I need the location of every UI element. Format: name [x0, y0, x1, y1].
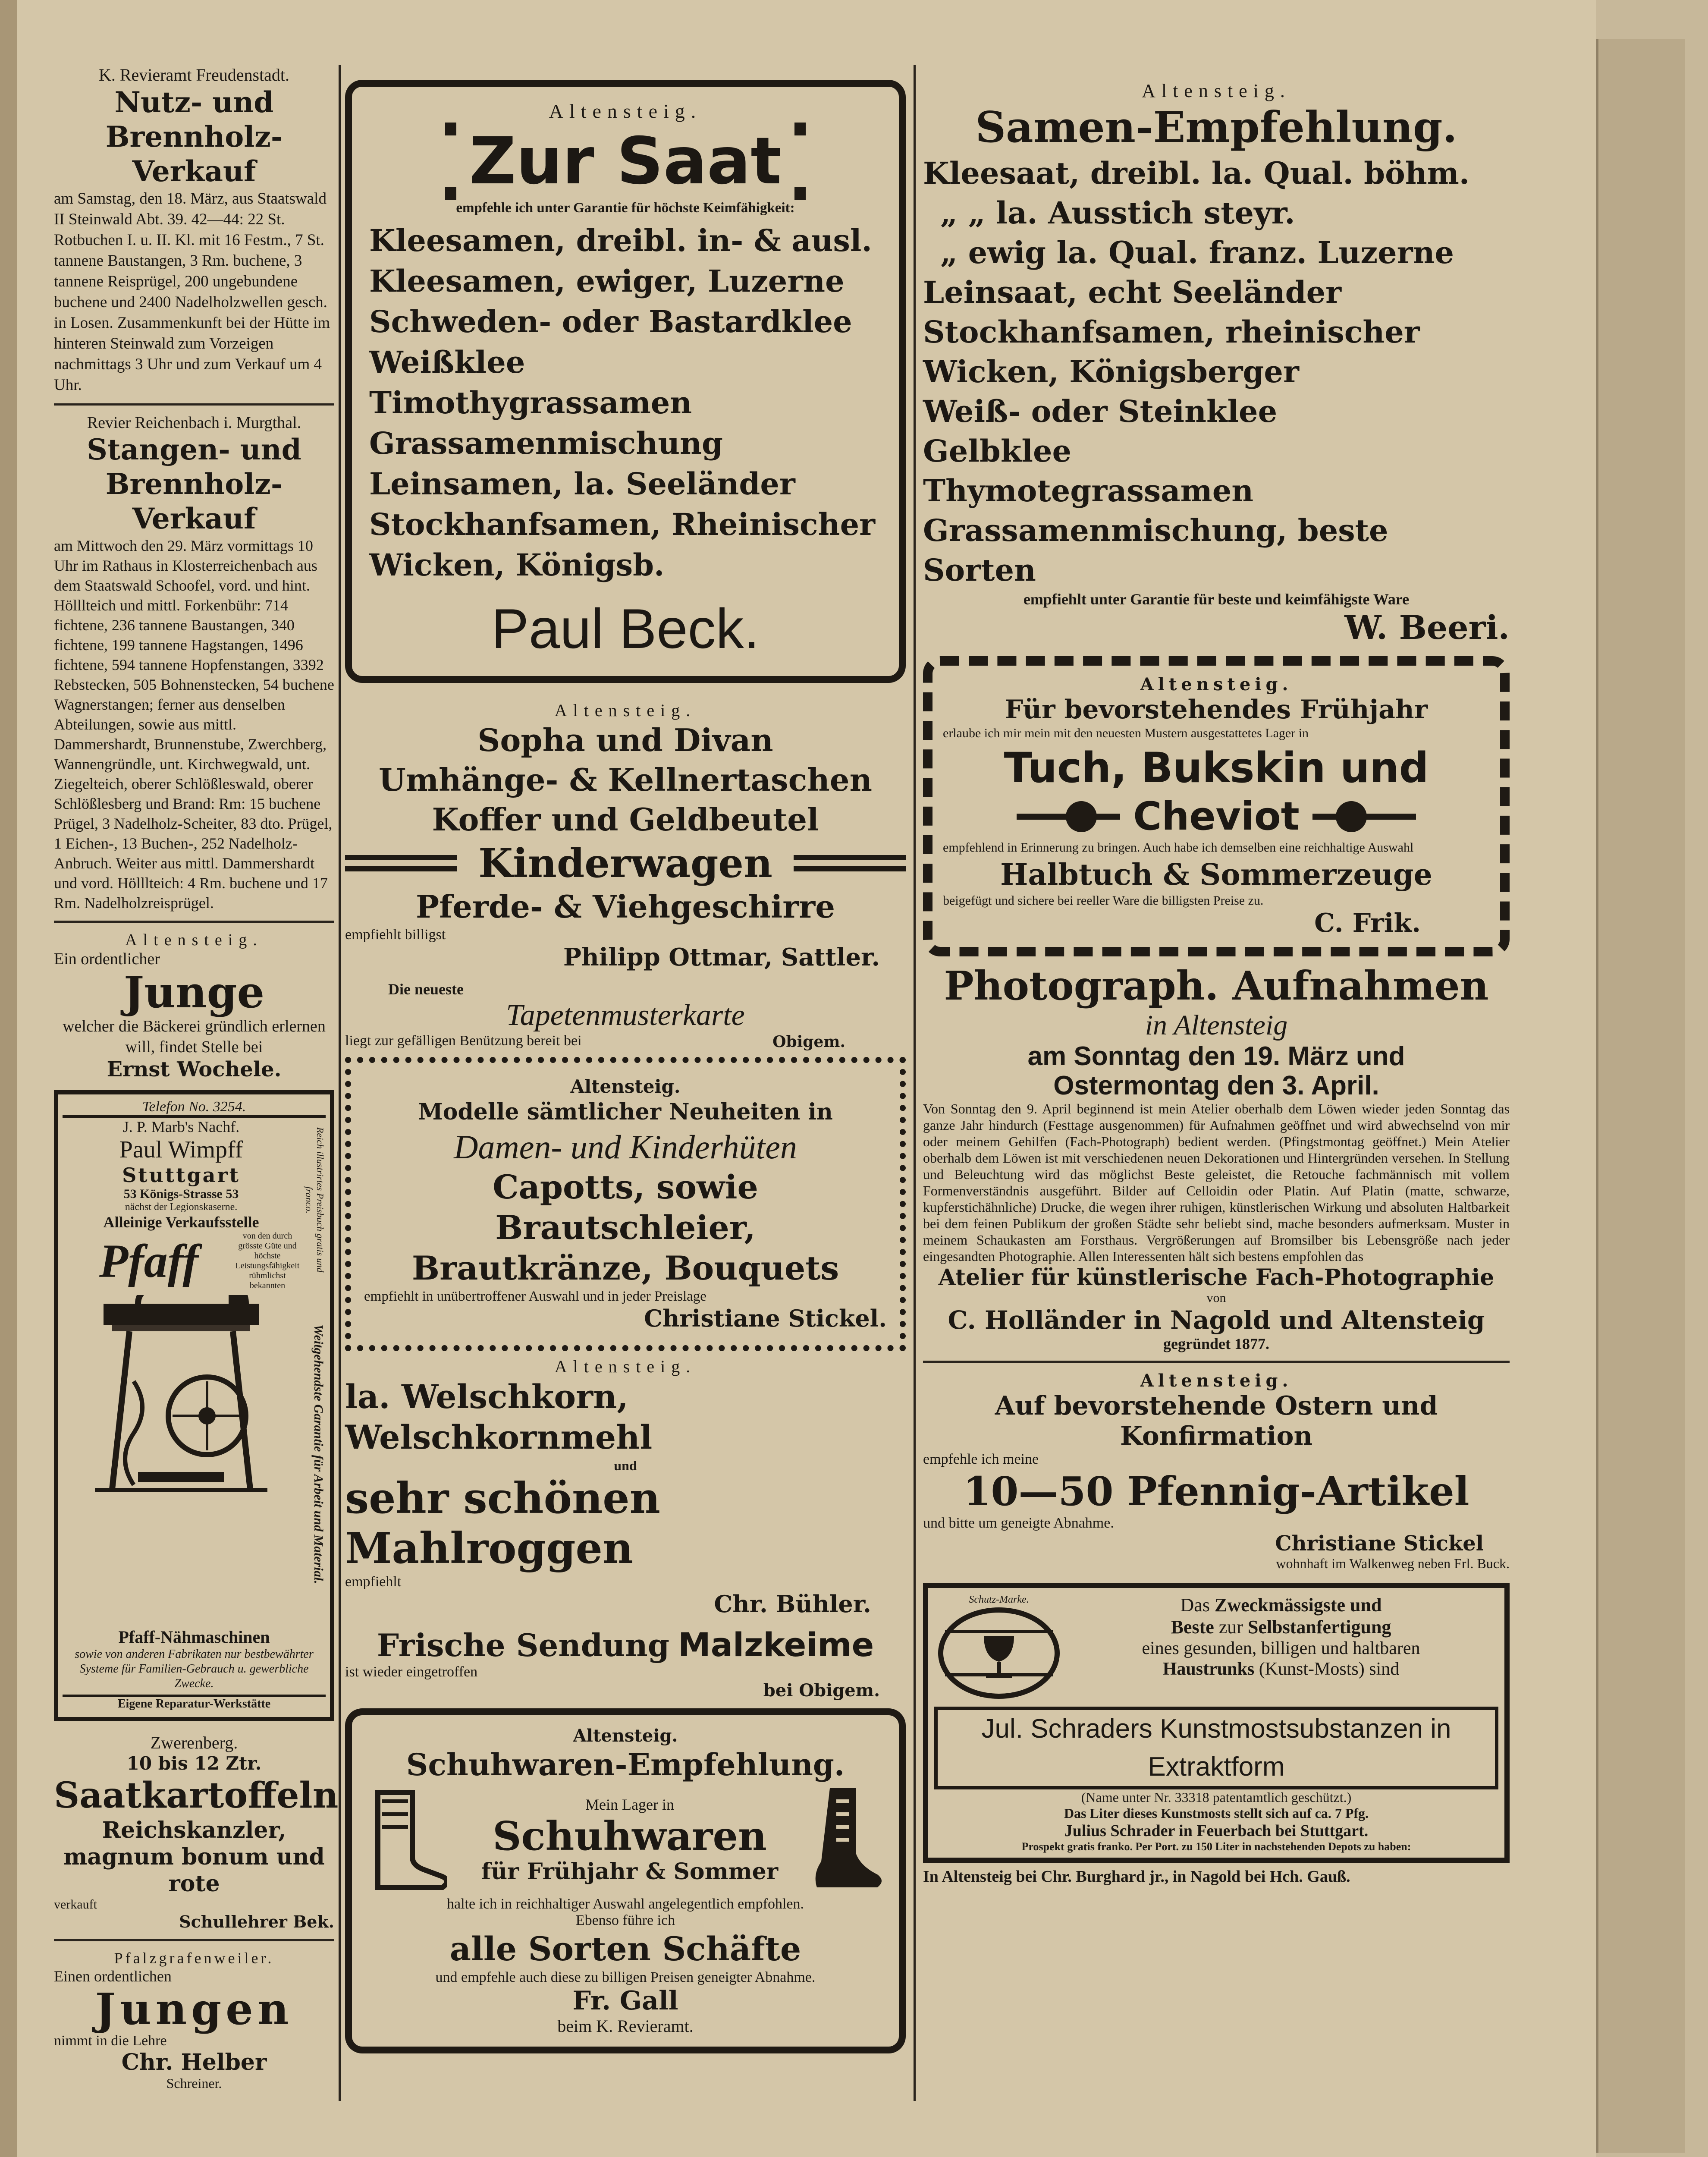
list-item: Stockhanfsamen, Rheinischer: [369, 506, 875, 542]
list-item: Kleesaat, dreibl. la. Qual. böhm.: [923, 155, 1470, 191]
ad-tapetenmusterkarte: [345, 980, 906, 1051]
ad-title: Junge: [123, 967, 265, 1018]
ad-title: Malzkeime: [678, 1626, 874, 1664]
divider: [923, 1361, 1510, 1363]
ornament-right: [794, 123, 806, 200]
ornament-bar: [345, 855, 457, 871]
ad-price: Das Liter dieses Kunstmosts stellt sich auf ca. 7 Pfg.: [1064, 1805, 1369, 1821]
ad-title: Zur Saat: [469, 124, 782, 199]
ad-small: empfiehlt unter Garantie für beste und keimfähigste Ware: [1023, 591, 1410, 608]
ornament-left: [1017, 799, 1120, 834]
ad-and: und: [614, 1458, 637, 1473]
ad-pfennig-artikel: [923, 1371, 1510, 1572]
list-item: Grassamenmischung: [369, 425, 723, 461]
ad-maker: Julius Schrader in Feuerbach bei Stuttgart.: [1064, 1822, 1369, 1840]
ad-small: ist wieder eingetroffen: [345, 1664, 478, 1680]
column-rule: [339, 65, 341, 2101]
ad-workshop: Eigene Reparatur-Werkstätte: [63, 1695, 326, 1711]
ad-signature: Chr. Helber: [121, 2049, 267, 2075]
ad-line-4b: (Kunst-Mosts) sind: [1259, 1659, 1400, 1679]
list-item: Wicken, Königsb.: [369, 547, 665, 583]
ad-small-2: und bitte um geneigte Abnahme.: [923, 1515, 1114, 1531]
list-item: Weißklee: [369, 344, 525, 380]
ad-samen-beeri: [923, 80, 1510, 647]
ad-line-2: Ebenso führe ich: [575, 1912, 675, 1928]
ad-signature: Christiane Stickel: [1275, 1531, 1484, 1556]
ad-company: J. P. Marb's Nachf.: [122, 1118, 240, 1135]
ad-big-2: alle Sorten Schäfte: [449, 1930, 801, 1968]
ad-stangen-verkauf-reichenbach: [54, 413, 334, 913]
list-item: Thymotegrassamen: [923, 473, 1254, 509]
list-item: Gelbklee: [923, 433, 1072, 469]
ad-address-note: nächst der Legionskaserne.: [125, 1201, 238, 1213]
ad-small: empfiehlt: [345, 1574, 402, 1590]
ad-saatkartoffeln: [54, 1733, 339, 1931]
ad-body: halte ich in reichhaltiger Auswahl angelegentlich empfohlen.: [447, 1896, 804, 1912]
ad-date-2: Ostermontag den 3. April.: [1053, 1071, 1379, 1101]
ad-header: Altensteig.: [554, 701, 697, 720]
ad-small: empfiehlt billigst: [345, 927, 446, 943]
ad-header: Altensteig.: [125, 931, 263, 949]
ornament-bar: [794, 855, 906, 871]
ad-title: Tuch, Bukskin und: [1004, 744, 1429, 792]
ad-pre: Mein Lager in: [585, 1795, 674, 1813]
column-3: [923, 80, 1510, 1886]
shoe-icon: [365, 1788, 447, 1892]
list-item: Weiß- oder Steinklee: [923, 393, 1278, 429]
page-edge: [1596, 39, 1685, 2153]
ad-signature: Ernst Wochele.: [107, 1057, 282, 1082]
ad-small-2: empfehlend in Erinnerung zu bringen. Auch habe ich demselben eine reichhaltige Auswahl: [943, 840, 1414, 855]
ad-header: Altensteig.: [570, 1076, 681, 1097]
ad-line-1: Modelle sämtlicher Neuheiten in: [418, 1099, 833, 1125]
ad-header: Zwerenberg.: [150, 1733, 238, 1752]
ad-bottom-body: sowie von anderen Fabrikaten nur bestbewährter Systeme für Familien-Gebrauch u. gewerbliche Zwecke.: [75, 1648, 314, 1690]
ad-header: Altensteig.: [554, 1357, 697, 1376]
ad-date-1: am Sonntag den 19. März und: [1027, 1041, 1405, 1071]
ornament-right: [1312, 799, 1416, 834]
ad-pre: Die neueste: [388, 981, 464, 998]
list-item: Leinsamen, la. Seeländer: [369, 466, 795, 502]
list-item: Schweden- oder Bastardklee: [369, 304, 852, 340]
ad-line-2: Damen- und Kinderhüten: [454, 1128, 797, 1166]
ad-signature-sub: beim K. Revieramt.: [557, 2016, 694, 2036]
divider: [54, 403, 334, 406]
ad-signature: Chr. Bühler.: [714, 1590, 871, 1618]
list-item: Leinsaat, echt Seeländer: [923, 274, 1342, 310]
ad-header: K. Revieramt Freudenstadt.: [98, 65, 290, 85]
ad-lines: [923, 154, 1510, 590]
ad-welschkorn-buehler: [345, 1356, 906, 1618]
ad-signature: bei Obigem.: [763, 1680, 880, 1701]
ad-pre: Einen ordentlichen: [54, 1968, 172, 1985]
ad-line-5: Pferde- & Viehgeschirre: [415, 888, 835, 925]
ad-patent: (Name unter Nr. 33318 patentamtlich geschützt.): [1081, 1789, 1352, 1805]
ad-sattler-ottmar: [345, 700, 906, 972]
ad-title: Stangen- und Brennholz-Verkauf: [87, 433, 301, 535]
ad-line-2: Halbtuch & Sommerzeuge: [1000, 858, 1432, 892]
ad-title: 10—50 Pfennig-Artikel: [963, 1468, 1469, 1515]
ad-line-2a: Beste: [1171, 1616, 1214, 1638]
ad-line-4: Brautkränze, Bouquets: [411, 1249, 839, 1287]
ad-items: [369, 220, 882, 585]
list-item: „ „ la. Ausstich steyr.: [940, 195, 1295, 231]
ad-body: welcher die Bäckerei gründlich erlernen will, findet Stelle bei: [63, 1017, 326, 1056]
ad-signature: W. Beeri.: [1344, 608, 1510, 647]
ad-title: Jul. Schraders Kunstmostsubstanzen in Extraktform: [934, 1707, 1498, 1789]
ad-body: Reichskanzler, magnum bonum und rote: [63, 1817, 325, 1897]
ad-damenhuete-stickel: [345, 1057, 906, 1351]
ad-line-2b: zur: [1218, 1616, 1243, 1638]
ad-signature-sub: Schreiner.: [166, 2075, 222, 2091]
ad-line-3: eines gesunden, billigen und haltbaren: [1142, 1638, 1420, 1658]
list-item: „ ewig la. Qual. franz. Luzerne: [940, 235, 1454, 270]
ad-kunstmost-schrader: [923, 1583, 1510, 1863]
ad-body: am Mittwoch den 29. März vormittags 10 Uhr im Rathaus in Klosterreichenbach aus dem Staatswald Schoofel, vord. und hint. Hölllteich und mittl. Forkenbühr: 714 fichtene, 236 tannene Baustangen, 340 fichtene, 199 tannene Hagstangen, 1496 fichtene, 594 tannene Hopfenstangen, 3392 Rebstecken, 505 Bohnenstecken, 54 buchene Wagnerstangen; ferner aus denselben Abteilungen, sowie aus mittl. Dammershardt, Brunnenstube, Zwerchberg, Wannengründle, unt. Kirchwegwald, unt. Ziegelteich, oberer Schlößleswald, oberer Schlößlesberg und Brand: Rm: 15 buchene Prügel, 3 Nadelholz-Scheiter, 83 dto. Prügel, 1 Eichen-, 13 Buchen-, 252 Nadelholz-Anbruch. Weiter aus mittl. Dammershardt und vord. Hölllteich: 4 Rm. buchene und 17 Rm. Nadelholzreisprügel.: [54, 537, 334, 912]
ad-line-4: Kinderwagen: [478, 840, 772, 887]
ad-right-text-1: Reich illustrirtes Preisbuch gratis und franco.: [304, 1127, 326, 1273]
ad-line-2: sehr schönen Mahlroggen: [345, 1474, 660, 1573]
ad-address: 53 Königs-Strasse 53: [123, 1187, 239, 1201]
ad-line-4a: Haustrunks: [1162, 1659, 1255, 1679]
ad-small-1: erlaube ich mir mein mit den neuesten Mustern ausgestattetes Lager in: [943, 726, 1309, 740]
ad-title: Tapetenmusterkarte: [506, 999, 745, 1032]
ad-line-1: Auf bevorstehende Ostern und Konfirmation: [995, 1391, 1438, 1451]
list-item: Kleesamen, ewiger, Luzerne: [369, 263, 845, 299]
ad-holz-verkauf-freudenstadt: [54, 65, 334, 396]
ad-sub: 10 bis 12 Ztr.: [126, 1753, 262, 1774]
ad-von: von: [1206, 1291, 1226, 1305]
ad-header: Revier Reichenbach i. Murgthal.: [87, 414, 301, 432]
ad-signature-sub: wohnhaft im Walkenweg neben Frl. Buck.: [1276, 1556, 1510, 1571]
ad-line-2: Umhänge- & Kellnertaschen: [379, 761, 872, 798]
barrel-trademark-icon: [936, 1606, 1061, 1701]
ad-line-1a: Das: [1180, 1594, 1210, 1616]
ad-line-1: Für bevorstehendes Frühjahr: [1005, 695, 1428, 725]
ad-line-3: Koffer und Geldbeutel: [432, 801, 819, 838]
sewing-machine-illustration: [86, 1295, 276, 1502]
ad-city: Stuttgart: [122, 1163, 240, 1187]
ad-title: Nutz- und Brennholz-Verkauf: [105, 85, 283, 188]
ad-title: Samen-Empfehlung.: [975, 103, 1457, 152]
ad-line-2c: Selbstanfertigung: [1247, 1616, 1391, 1638]
ad-footer: In Altensteig bei Chr. Burghard jr., in Nagold bei Hch. Gauß.: [923, 1868, 1350, 1886]
ad-right-text-2: Weitgehendste Garantie für Arbeit und Material.: [311, 1324, 326, 1584]
list-item: Timothygrassamen: [369, 385, 692, 421]
list-item: Stockhanfsamen, rheinischer: [923, 314, 1420, 350]
ad-signature: C. Holländer in Nagold und Altensteig: [948, 1305, 1485, 1335]
ad-tuch-frik: [923, 656, 1510, 956]
ad-title: Jungen: [95, 1984, 293, 2034]
ad-signature: Obigem.: [772, 1033, 845, 1051]
ad-signature: Fr. Gall: [572, 1986, 678, 2016]
ad-body: Von Sonntag den 9. April beginnend ist mein Atelier oberhalb dem Löwen wieder jeden Sonntag das ganze Jahr hindurch (Festtage ausgenommen) für Aufnahmen geöffnet und wird abwechselnd von mir oder meinem Gehilfen (Fach-Photograph) bedient werden. (Pfingstmontag geöffnet.) Mein Atelier oberhalb dem Löwen ist mit verschiedenen neuen Dekorationen und Hintergründen versehen. In Stellung und Beleuchtung wird das möglichst Beste geleistet, die Retouche fachmännisch mit vollem Formenverständnis ausgeführt. Bilder auf Celloidin oder Platin. Auf Platin (matte, schwarze, kupferstichähnliche) Drucke, die wegen ihrer ruhigen, künstlerischen Wirkung und absoluten Haltbarkeit bei dem feinen Publikum der großen Städte sehr beliebt sind, mache besonders aufmerksam. Muster in meinem Schaukasten am Forsthaus. Vergrößerungen auf Bromsilber bis Lebensgröße nach jeder eingesandten Photographie. Allen Interessenten hält sich bestens empfohlen das: [923, 1101, 1510, 1264]
ad-title: Alleinige Verkaufsstelle: [103, 1214, 259, 1231]
ad-line-1: la. Welschkorn, Welschkornmehl: [345, 1377, 653, 1456]
ad-pre: Ein ordentlicher: [54, 950, 160, 968]
ad-side-text: von den durch grösste Güte und höchste Leistungsfähigkeit rühmlichst bekannten: [235, 1231, 300, 1290]
column-1: [54, 65, 339, 2091]
ad-schuhwaren-gall: [345, 1708, 906, 2053]
ad-zur-saat: [345, 80, 906, 683]
ad-phone: Telefon No. 3254.: [63, 1099, 326, 1118]
boot-icon: [813, 1784, 886, 1896]
ad-title: Saatkartoffeln: [54, 1775, 339, 1816]
ad-body: nimmt in die Lehre: [54, 2033, 167, 2049]
binding-gutter: [0, 0, 17, 2157]
ad-signature: C. Frik.: [1314, 908, 1421, 938]
ornament-left: [445, 123, 456, 200]
ad-small: empfehle ich meine: [923, 1451, 1039, 1467]
ad-signature: Christiane Stickel.: [644, 1305, 887, 1332]
ad-header: Altensteig.: [1142, 80, 1291, 101]
ad-line-1: Sopha und Divan: [477, 722, 773, 758]
ad-bottom-title: Pfaff-Nähmaschinen: [118, 1627, 270, 1647]
ad-photograph-hollaender: [923, 962, 1510, 1353]
ad-line-3: Capotts, sowie Brautschleier,: [493, 1168, 758, 1247]
ad-header: Pfalzgrafenweiler.: [114, 1949, 274, 1967]
ad-header: Altensteig.: [1140, 1371, 1293, 1391]
ad-small: empfiehlt in unübertroffener Auswahl und in jeder Preislage: [364, 1289, 706, 1304]
ad-pfaff-naehmaschinen: [54, 1090, 334, 1721]
ad-junge-baeckerei: [54, 931, 334, 1082]
ad-name: Paul Wimpff: [119, 1136, 243, 1163]
ad-title: Schuhwaren-Empfehlung.: [406, 1747, 845, 1783]
ad-mark: Schutz-Marke.: [969, 1594, 1029, 1605]
ad-small-3: beigefügt und sichere bei reeller Ware die billigsten Preise zu.: [943, 893, 1264, 908]
divider: [54, 921, 334, 923]
ad-jungen-schreiner: [54, 1949, 334, 2091]
ad-signature: Paul Beck.: [491, 597, 760, 660]
ad-header: Altensteig.: [573, 1726, 678, 1746]
ad-big: Schuhwaren: [493, 1812, 767, 1859]
ad-signature: Philipp Ottmar, Sattler.: [563, 943, 880, 972]
column-rule: [914, 65, 916, 2101]
list-item: Wicken, Königsberger: [923, 354, 1299, 390]
ad-title-2: Cheviot: [1133, 794, 1300, 839]
ad-founded: gegründet 1877.: [1163, 1335, 1269, 1352]
ad-sub: empfehle ich unter Garantie für höchste Keimfähigkeit:: [456, 200, 795, 216]
ad-sub: in Altensteig: [1145, 1009, 1288, 1041]
column-2: [345, 80, 906, 2053]
ad-brand: Pfaff: [99, 1234, 199, 1287]
ad-title: Photograph. Aufnahmen: [944, 962, 1489, 1009]
divider: [54, 1939, 334, 1941]
ad-line: verkauft: [54, 1897, 97, 1912]
list-item: Kleesamen, dreibl. in- & ausl.: [369, 223, 872, 258]
ad-header: Altensteig.: [1140, 674, 1293, 695]
ad-line: Atelier für künstlerische Fach-Photographie: [938, 1264, 1494, 1291]
ad-signature: Schullehrer Bek.: [179, 1912, 334, 1931]
ad-malzkeime: [345, 1626, 906, 1701]
ad-line-1b: Zweckmässigste und: [1214, 1594, 1382, 1616]
ad-body: am Samstag, den 18. März, aus Staatswald II Steinwald Abt. 39. 42—44: 22 St. Rotbuchen I. u. II. Kl. mit 16 Festm., 7 St. tannene Baustangen, 3 Rm. buchene, 3 tannene Reisprügel, 200 ungebundene buchene und 2400 Nadelholzwellen gesch. in Losen. Zusammenkunft bei der Hütte im hinteren Steinwald zum Vorzeigen nachmittags 3 Uhr und zum Verkauf um 4 Uhr.: [54, 190, 330, 394]
ad-sub: für Frühjahr & Sommer: [481, 1858, 779, 1885]
ad-prospekt: Prospekt gratis franko. Per Port. zu 150 Liter in nachstehenden Depots zu haben:: [1021, 1840, 1411, 1853]
ad-header: Altensteig.: [549, 100, 702, 122]
ad-body-2: und empfehle auch diese zu billigen Preisen geneigter Abnahme.: [435, 1969, 816, 1985]
list-item: Grassamenmischung, beste Sorten: [923, 513, 1388, 588]
ad-line-1: Frische Sendung: [377, 1627, 670, 1663]
ad-body: liegt zur gefälligen Benützung bereit bei: [345, 1033, 582, 1049]
